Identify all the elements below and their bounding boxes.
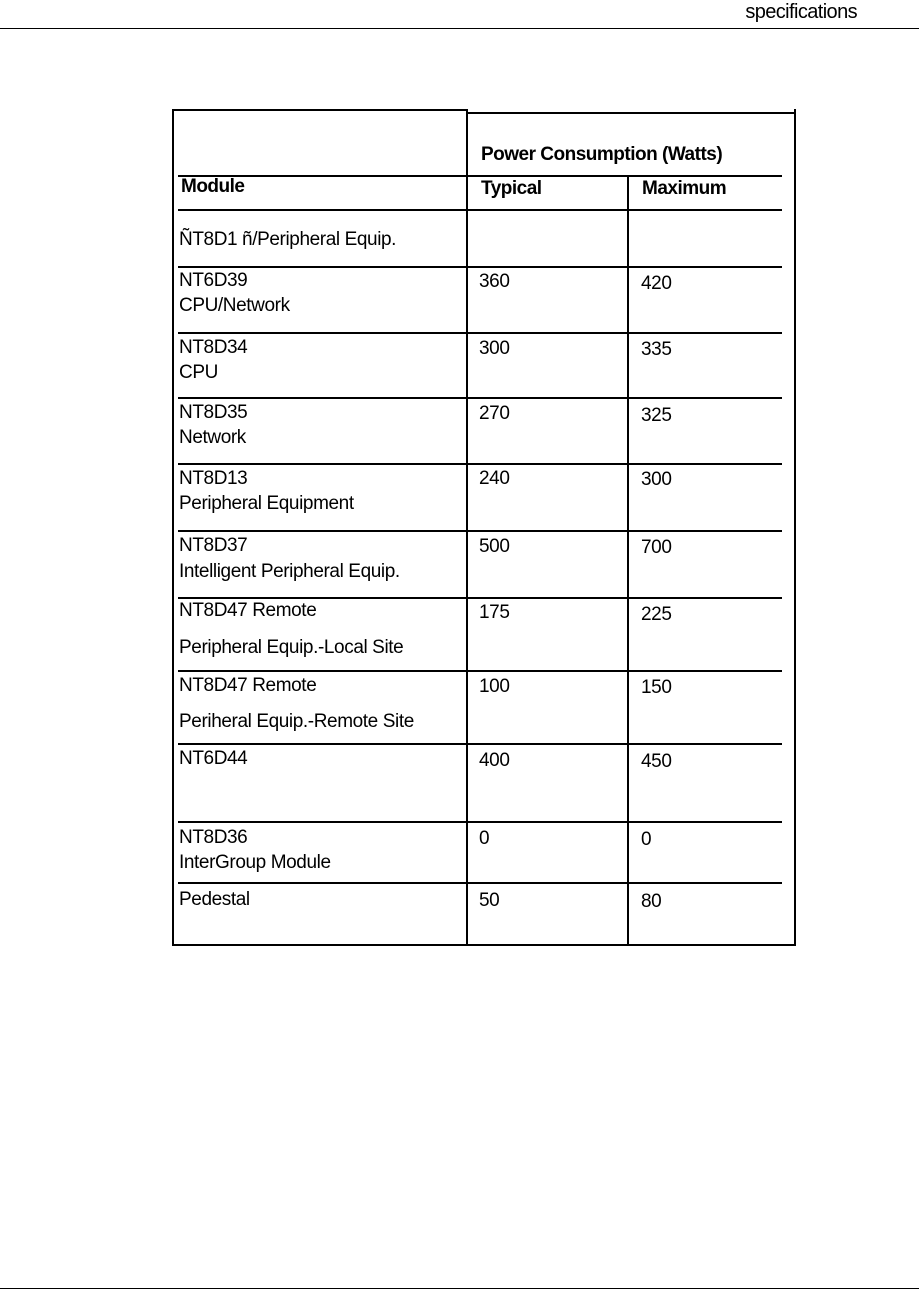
row-divider (178, 266, 782, 268)
section-label: specifications (745, 1, 857, 23)
typical-watts: 50 (479, 890, 500, 911)
typical-watts: 100 (479, 676, 510, 697)
row-divider (178, 882, 782, 884)
row-divider (178, 743, 782, 745)
module-name: NT8D13 (179, 468, 248, 489)
module-name: NT8D34 (179, 337, 248, 358)
maximum-watts: 325 (641, 405, 672, 426)
maximum-watts: 700 (641, 537, 672, 558)
maximum-column-header: Maximum (642, 178, 727, 199)
module-column-header: Module (181, 176, 245, 197)
module-description: CPU/Network (179, 295, 290, 316)
maximum-watts: 300 (641, 469, 672, 490)
table-top-line-right (468, 112, 794, 114)
module-name: ÑT8D1 ñ/Peripheral Equip. (179, 229, 397, 250)
module-name: NT6D39 (179, 270, 248, 291)
row-divider (178, 821, 782, 823)
maximum-watts: 420 (641, 273, 672, 294)
typical-watts: 300 (479, 338, 510, 359)
typical-watts: 360 (479, 271, 510, 292)
maximum-watts: 150 (641, 677, 672, 698)
module-description: CPU (179, 362, 218, 383)
maximum-watts: 335 (641, 339, 672, 360)
maximum-watts: 80 (641, 891, 662, 912)
maximum-watts: 225 (641, 604, 672, 625)
row-divider (178, 530, 782, 532)
header-bottom-line (178, 209, 782, 211)
module-name: NT8D47 Remote (179, 600, 317, 621)
maximum-watts: 0 (641, 829, 652, 850)
module-description: InterGroup Module (179, 852, 331, 873)
module-name: NT6D44 (179, 748, 248, 769)
row-divider (178, 463, 782, 465)
module-description: Intelligent Peripheral Equip. (179, 561, 400, 582)
typical-watts: 500 (479, 536, 510, 557)
typical-watts: 175 (479, 602, 510, 623)
power-consumption-table (172, 109, 796, 949)
module-name: NT8D47 Remote (179, 675, 317, 696)
row-divider (178, 397, 782, 399)
module-description: Peripheral Equipment (179, 493, 354, 514)
row-divider (178, 332, 782, 334)
typical-watts: 0 (479, 828, 490, 849)
maximum-watts: 450 (641, 751, 672, 772)
module-name: NT8D35 (179, 402, 248, 423)
typical-watts: 240 (479, 468, 510, 489)
typical-watts: 400 (479, 750, 510, 771)
module-name: NT8D36 (179, 827, 248, 848)
module-description: Network (179, 427, 246, 448)
power-consumption-heading: Power Consumption (Watts) (481, 144, 723, 165)
typical-watts: 270 (479, 403, 510, 424)
row-divider (178, 670, 782, 672)
footer-rule (0, 1288, 919, 1289)
module-name: NT8D37 (179, 535, 248, 556)
column-divider-module (466, 109, 468, 944)
header-rule (0, 28, 919, 29)
module-description: Periheral Equip.-Remote Site (179, 711, 414, 732)
table-top-line (172, 109, 468, 111)
module-description: Peripheral Equip.-Local Site (179, 637, 404, 658)
module-name: Pedestal (179, 889, 250, 910)
typical-column-header: Typical (481, 178, 542, 199)
column-divider-typical (627, 175, 629, 944)
